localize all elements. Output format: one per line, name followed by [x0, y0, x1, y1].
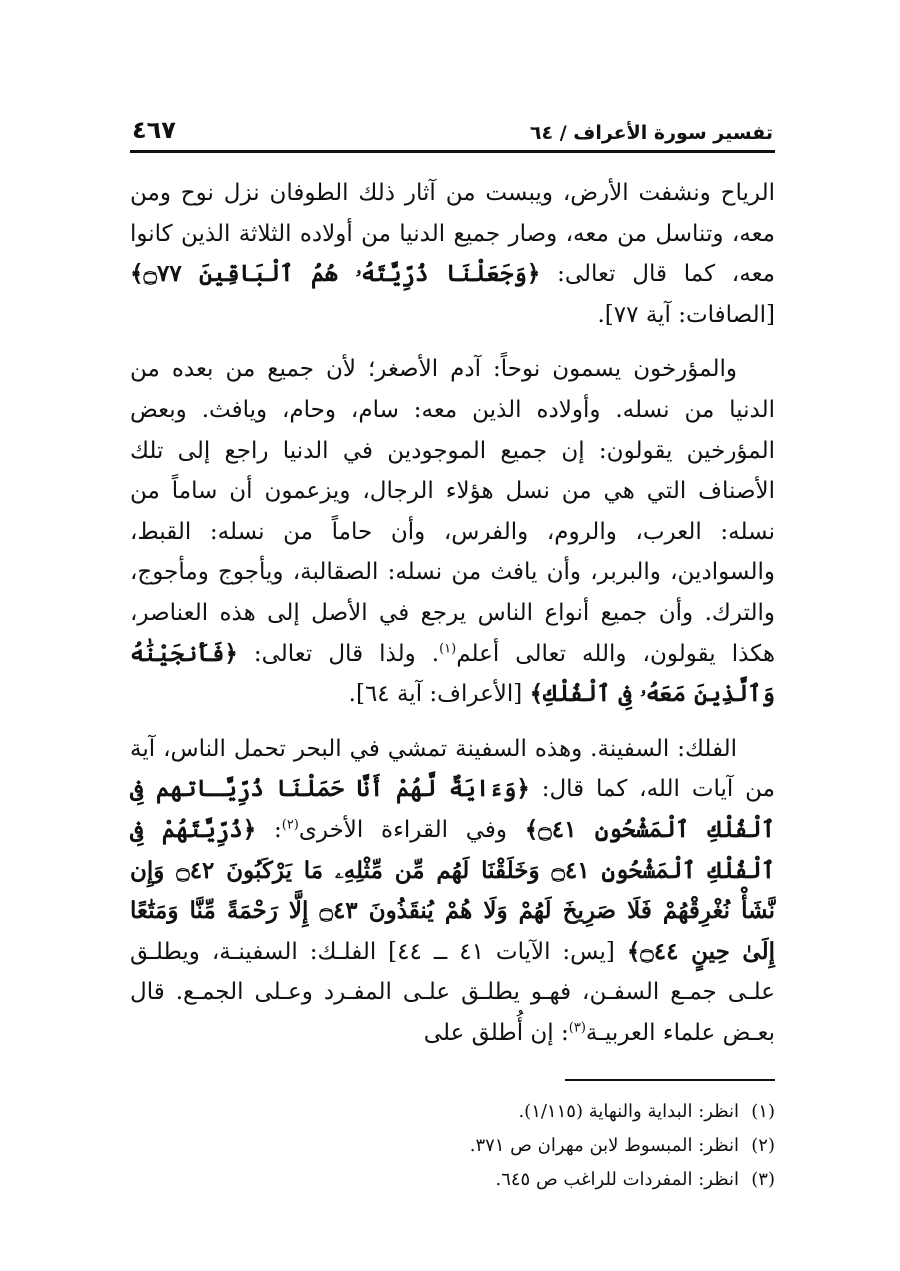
footnote-text: انظر: المفردات للراغب ص ٦٤٥. [495, 1169, 739, 1191]
text-segment: وفي القراءة الأخرى [298, 816, 525, 843]
footnote-number: (٣) [751, 1169, 775, 1191]
text-segment: . ولذا قال تعالى: [237, 640, 440, 667]
footnote-number: (٢) [751, 1135, 775, 1157]
footnote-text: انظر: البداية والنهاية (١/١١٥). [518, 1101, 739, 1123]
footnote-text: انظر: المبسوط لابن مهران ص ٣٧١. [469, 1135, 739, 1157]
footnote [130, 1129, 775, 1163]
paragraph-p3 [130, 729, 775, 1054]
footnote [130, 1163, 775, 1197]
footnote-separator [565, 1079, 775, 1081]
footnote-ref: (٣) [568, 1020, 586, 1036]
footnote [130, 1095, 775, 1129]
page-header [130, 108, 775, 144]
quran-verse: ﴿وَجَعَلْنَا ذُرِّيَّتَهُۥ هُمُ ٱلْبَاقِينَ ۝٧٧﴾ [130, 260, 541, 288]
text-segment: [يس: الآيات ٤١ ــ ٤٤] الفلـك: السفينـة، ويطلـق علـى جمـع السفـن، فهـو يطلـق علـى المفـرد وعـلى الجمـع. قال بعـض علماء العربيـة [130, 938, 775, 1046]
text-segment: : [256, 816, 282, 843]
footnote-ref: (٢) [281, 817, 299, 833]
text-segment: : إن أُطلق على [423, 1019, 569, 1046]
text-segment: [الأعراف: آية ٦٤]. [348, 681, 530, 708]
quran-verse: ﴿ذُرِّيَّتَهُمْ فِى ٱلْفُلْكِ ٱلْمَشْحُونِ ۝٤١ وَخَلَقْنَا لَهُم مِّن مِّثْلِهِۦ مَا يَرْكَبُونَ ۝٤٢ وَإِن نَّشَأْ نُغْرِقْهُمْ فَلَا صَرِيخَ لَهُمْ وَلَا هُمْ يُنقَذُونَ ۝٤٣ إِلَّا رَحْمَةً مِّنَّا وَمَتَٰعًا إِلَىٰ حِينٍ ۝٤٤﴾ [130, 815, 776, 965]
book-page [130, 108, 775, 1197]
footnote-ref: (١) [439, 640, 457, 656]
body-text [130, 173, 775, 1053]
paragraph-p2 [130, 349, 775, 714]
paragraph-p1 [130, 173, 775, 335]
quran-verse: ﴿وَءَايَةٌ لَّهُمْ أَنَّا حَمَلْنَا ذُرِّيَّـاتهم فِى ٱلْفُلْكِ ٱلْمَشْحُونِ ۝٤١﴾ [130, 775, 775, 843]
footnotes [130, 1095, 775, 1197]
footnote-number: (١) [751, 1101, 775, 1123]
text-segment: والمؤرخون يسمون نوحاً: آدم الأصغر؛ لأن جميع من بعده من الدنيا من نسله. وأولاده الذين معه: سام، وحام، ويافث. وبعض المؤرخين يقولون: إن جميع الموجودين في الدنيا راجع إلى تلك الأصناف التي هي من نسل هؤلاء الرجال، ويزعمون أن ساماً من نسله: العرب، والروم، والفرس، وأن حاماً من نسله: القبط، والسوادين، والبربر، وأن يافث من نسله: الصقالبة، ويأجوج ومأجوج، والترك. وأن جميع أنواع الناس يرجع في الأصل إلى هذه العناصر، هكذا يقولون، والله تعالى أعلم [130, 356, 775, 667]
text-segment: الرياح ونشفت الأرض، ويبست من آثار ذلك الطوفان نزل نوح ومن معه، وتناسل من معه، وصار جميع الدنيا من أولاده الثلاثة الذين كانوا معه، كما قال تعالى: [130, 180, 775, 288]
running-title: تفسير سورة الأعراف / ٦٤ [529, 122, 773, 144]
page-number: ٤٦٧ [132, 116, 176, 144]
text-segment: الفلك: السفينة. وهذه السفينة تمشي في البحر تحمل الناس، آية من آيات الله، كما قال: [130, 735, 775, 803]
header-rule [130, 150, 775, 153]
text-segment: [الصافات: آية ٧٧]. [597, 301, 775, 328]
quran-verse: ﴿فَأَنجَيْنَٰهُ وَٱلَّذِينَ مَعَهُۥ فِى ٱلْفُلْكِ﴾ [130, 639, 775, 708]
